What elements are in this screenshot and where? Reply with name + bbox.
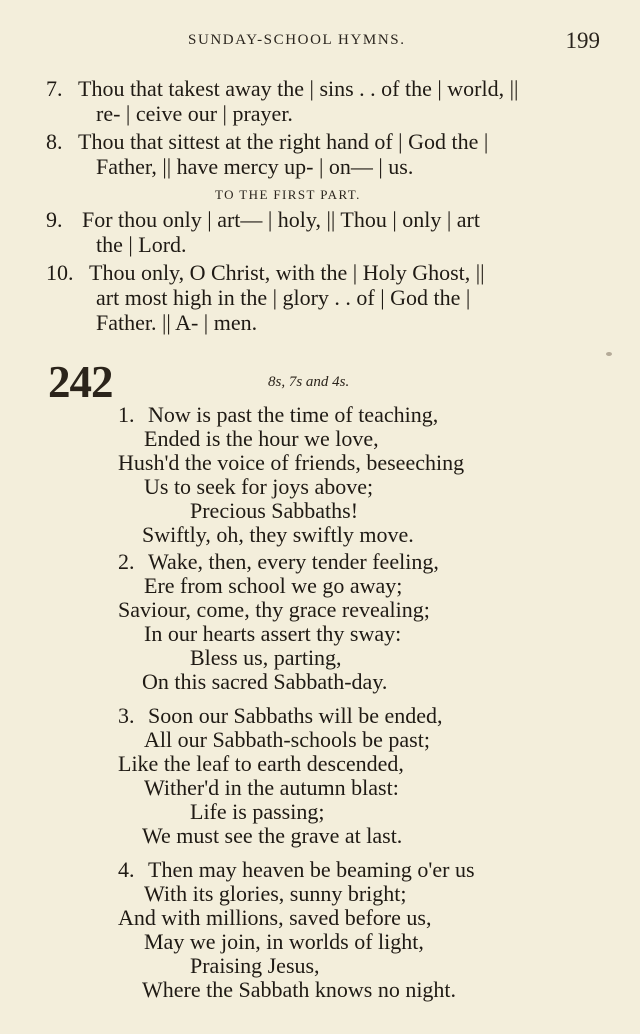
- stanza-line: Ere from school we go away;: [144, 573, 403, 598]
- stanza-line: Praising Jesus,: [190, 953, 320, 978]
- verse-line: Thou that sittest at the right hand of | God the |: [78, 129, 489, 154]
- stanza-line: With its glories, sunny bright;: [144, 881, 407, 906]
- stanza-line: Saviour, come, thy grace revealing;: [118, 597, 430, 622]
- stanza-line: And with millions, saved before us,: [118, 905, 432, 930]
- page-number: 199: [565, 28, 600, 53]
- stanza-line: Wither'd in the autumn blast:: [144, 775, 399, 800]
- stanza-line: May we join, in worlds of light,: [144, 929, 424, 954]
- verse-line: the | Lord.: [96, 232, 187, 257]
- hymn-meter: 8s, 7s and 4s.: [268, 374, 350, 390]
- stanza-line: In our hearts assert thy sway:: [144, 621, 402, 646]
- stanza-line: Ended is the hour we love,: [144, 426, 379, 451]
- verse-number: 8.: [46, 129, 63, 154]
- verse-line: Father, || have mercy up- | on— | us.: [96, 154, 414, 179]
- verse-line: For thou only | art— | holy, || Thou | only | art: [82, 207, 480, 232]
- stanza-line: Precious Sabbaths!: [190, 498, 359, 523]
- stanza-number: 4.: [118, 857, 135, 882]
- stanza-number: 1.: [118, 402, 135, 427]
- stanza-line: Us to seek for joys above;: [144, 474, 374, 499]
- verse-line: re- | ceive our | prayer.: [96, 101, 293, 126]
- stanza-line: Life is passing;: [190, 799, 325, 824]
- decorative-dot: [606, 352, 612, 356]
- verse-line: Father. || A- | men.: [96, 310, 258, 335]
- verse-number: 10.: [46, 260, 74, 285]
- hymn-number: 242: [48, 357, 113, 407]
- stanza-line: Now is past the time of teaching,: [148, 402, 439, 427]
- stanza-line: Then may heaven be beaming o'er us: [148, 857, 475, 882]
- verse-line: Thou only, O Christ, with the | Holy Ghost, ||: [89, 260, 485, 285]
- verse-line: art most high in the | glory . . of | God the |: [96, 285, 471, 310]
- verse-line: Thou that takest away the | sins . . of the | world, ||: [78, 76, 519, 101]
- stanza-number: 2.: [118, 549, 135, 574]
- stanza-line: Soon our Sabbaths will be ended,: [148, 703, 443, 728]
- verse-number: 7.: [46, 76, 63, 101]
- verse-number: 9.: [46, 207, 63, 232]
- stanza-line: All our Sabbath-schools be past;: [144, 727, 430, 752]
- stanza-line: We must see the grave at last.: [142, 823, 403, 848]
- section-title: TO THE FIRST PART.: [215, 187, 361, 202]
- stanza-line: Wake, then, every tender feeling,: [148, 549, 439, 574]
- running-title: SUNDAY-SCHOOL HYMNS.: [188, 32, 406, 48]
- stanza-number: 3.: [118, 703, 135, 728]
- stanza-line: Hush'd the voice of friends, beseeching: [118, 450, 465, 475]
- stanza-line: On this sacred Sabbath-day.: [142, 669, 388, 694]
- stanza-line: Like the leaf to earth descended,: [118, 751, 404, 776]
- stanza-line: Bless us, parting,: [190, 645, 342, 670]
- stanza-line: Where the Sabbath knows no night.: [142, 977, 457, 1002]
- running-head: [0, 30, 640, 54]
- stanza-line: Swiftly, oh, they swiftly move.: [142, 522, 414, 547]
